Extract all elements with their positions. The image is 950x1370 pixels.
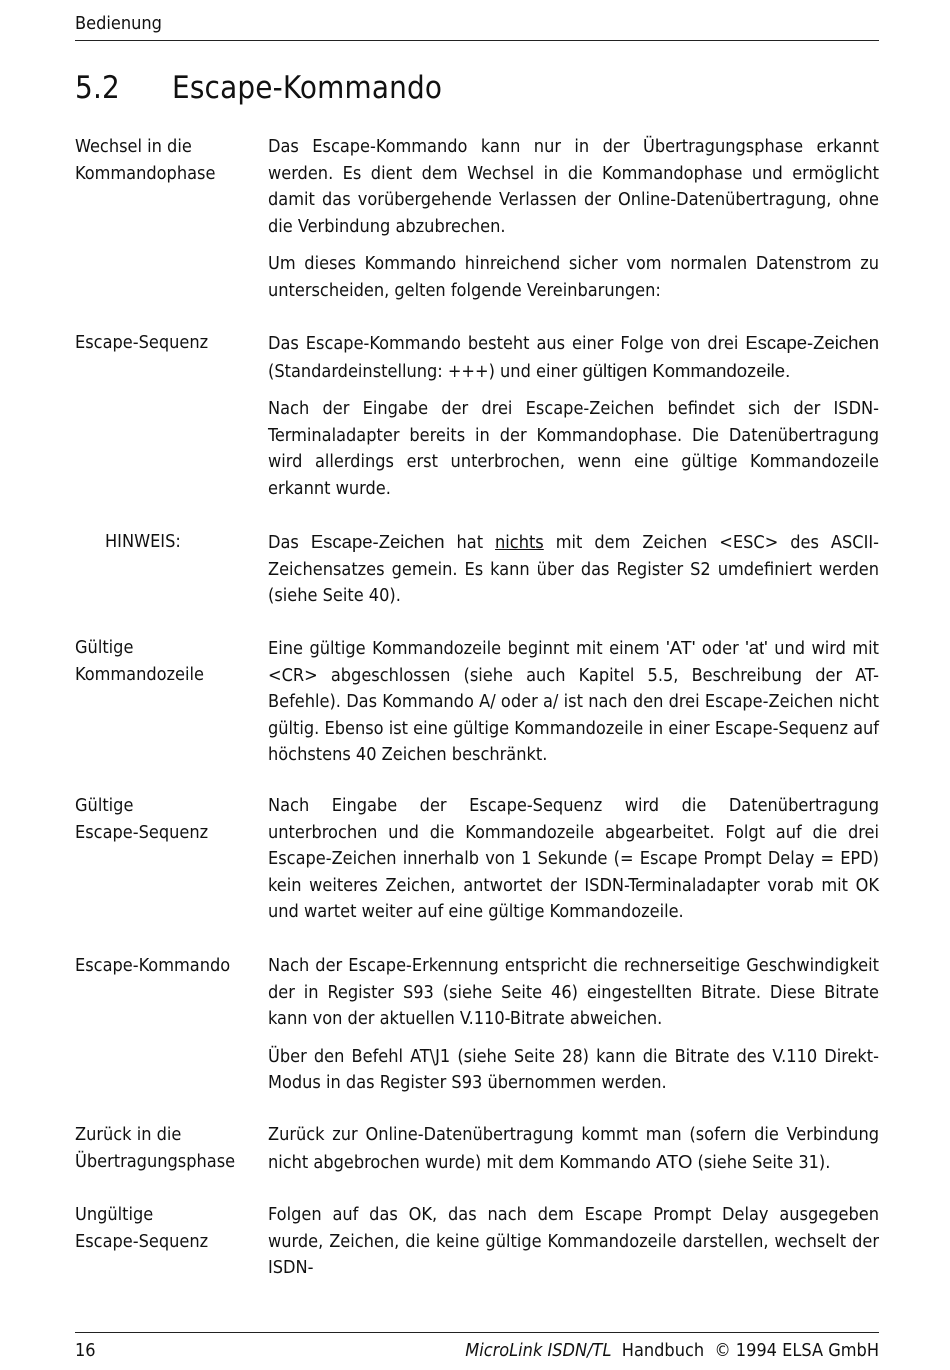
- margin-label: Gültige Kommandozeile: [75, 637, 204, 685]
- section-number: 5.2: [75, 70, 120, 106]
- paragraph: Nach der Escape-Erkennung entspricht die rechnerseitige Geschwindigkeit der in Register S93 (siehe Seite 46) eingestellten Bitrate. Diese Bitrate kann von der aktuellen V.110-Bitrate abweichen.: [268, 955, 879, 1029]
- emphasis-underline: nichts: [495, 532, 544, 553]
- paragraph: Über den Befehl AT\J1 (siehe Seite 28) kann die Bitrate des V.110 Direkt-Modus in das Register S93 übernommen werden.: [268, 1045, 879, 1093]
- paragraph: Das Escape-Zeichen hat nichts mit dem Zeichen <ESC> des ASCII-Zeichensatzes gemein. Es kann über das Register S2 umdefiniert werden (siehe Seite 40).: [268, 531, 879, 606]
- block-text: [268, 793, 879, 937]
- paragraph: Nach der Eingabe der drei Escape-Zeichen befindet sich der ISDN-Terminaladapter bereits in der Kommandophase. Die Datenübertragung wird allerdings erst unterbrochen, wenn eine gültige Kommandozeile erkannt wurde.: [268, 398, 879, 499]
- margin-label: Zurück in die Übertragungsphase: [75, 1124, 236, 1172]
- margin-label: Gültige Escape-Sequenz: [75, 795, 209, 843]
- copyright: © 1994 ELSA GmbH: [714, 1340, 879, 1361]
- paragraph: Das Escape-Kommando besteht aus einer Folge von drei Escape-Zeichen (Standardeinstellung: +++) und einer gültigen Kommandozeile.: [268, 332, 879, 382]
- running-footer: [75, 1332, 879, 1361]
- product-name: MicroLink ISDN/TL: [465, 1340, 612, 1361]
- block-text: [268, 134, 879, 315]
- manual-label: Handbuch: [621, 1340, 705, 1361]
- paragraph: Eine gültige Kommandozeile beginnt mit einem 'AT' oder 'at' und wird mit <CR> abgeschlossen (siehe auch Kapitel 5.5, Beschreibung der AT-Befehle). Das Kommando A/ oder a/ ist nach den drei Escape-Zeichen nicht gültig. Ebenso ist eine gültige Kommandozeile in einer Escape-Sequenz auf höchstens 40 Zeichen beschränkt.: [268, 637, 880, 765]
- paragraph: Folgen auf das OK, das nach dem Escape Prompt Delay ausgegeben wurde, Zeichen, die keine gültige Kommandozeile darstellen, wechselt der ISDN-: [268, 1204, 879, 1278]
- page-number: 16: [75, 1340, 96, 1361]
- note-label: HINWEIS:: [105, 531, 181, 552]
- footer-credits: [465, 1337, 879, 1365]
- running-header: [75, 10, 879, 41]
- margin-label: Ungültige Escape-Sequenz: [75, 1204, 209, 1252]
- section-title: Escape-Kommando: [172, 70, 443, 106]
- paragraph: Um dieses Kommando hinreichend sicher vom normalen Datenstrom zu unterscheiden, gelten folgende Vereinbarungen:: [268, 253, 879, 301]
- block-text: [268, 330, 879, 513]
- paragraph: Zurück zur Online-Datenübertragung kommt man (sofern die Verbindung nicht abgebrochen wurde) mit dem Kommando ATO (siehe Seite 31).: [268, 1124, 879, 1173]
- block-text: [268, 953, 879, 1108]
- header-title: Bedienung: [75, 13, 162, 34]
- margin-label: Escape-Kommando: [75, 955, 231, 976]
- section-heading: [75, 68, 442, 108]
- note-text: [268, 529, 879, 621]
- block-text: [268, 635, 879, 780]
- block-text: [268, 1122, 879, 1187]
- margin-label: Escape-Sequenz: [75, 332, 209, 353]
- paragraph: Das Escape-Kommando kann nur in der Übertragungsphase erkannt werden. Es dient dem Wechsel in die Kommandophase und ermöglicht damit das vorübergehende Verlassen der Online-Datenübertragung, ohne die Verbindung abzubrechen.: [268, 136, 879, 237]
- block-text: [268, 1202, 879, 1293]
- margin-label: Wechsel in die Kommandophase: [75, 136, 216, 184]
- paragraph: Nach Eingabe der Escape-Sequenz wird die Datenübertragung unterbrochen und die Kommandozeile abgearbeitet. Folgt auf die drei Escape-Zeichen innerhalb von 1 Sekunde (= Escape Prompt Delay = EPD) kein weiteres Zeichen, antwortet der ISDN-Terminaladapter vorab mit OK und wartet weiter auf eine gültige Kommandozeile.: [268, 795, 879, 922]
